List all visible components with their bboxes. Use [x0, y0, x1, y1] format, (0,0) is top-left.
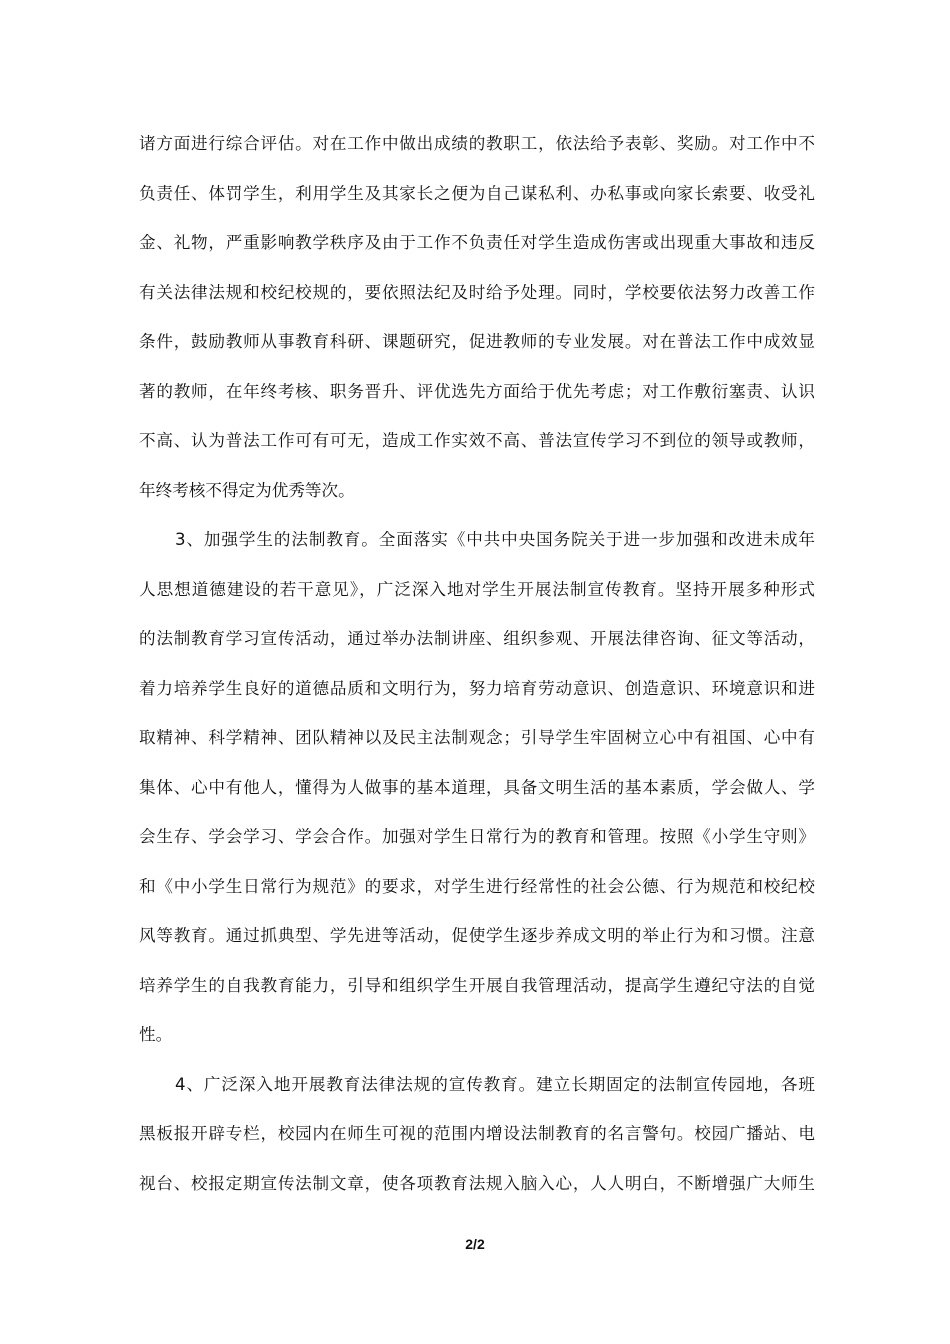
text-line: 负责任、体罚学生，利用学生及其家长之便为自己谋私利、办私事或向家长索要、收受礼 [139, 183, 815, 203]
text-line: 人思想道德建设的若干意见》，广泛深入地对学生开展法制宣传教育。坚持开展多种形式 [139, 579, 815, 599]
text-line: 诸方面进行综合评估。对在工作中做出成绩的教职工，依法给予表彰、奖励。对工作中不 [139, 134, 815, 153]
text-line: 会生存、学会学习、学会合作。加强对学生日常行为的教育和管理。按照《小学生守则》 [139, 827, 815, 846]
document-body [139, 126, 815, 1215]
text-line: 取精神、科学精神、团队精神以及民主法制观念；引导学生牢固树立心中有祖国、心中有 [139, 728, 815, 747]
text-line: 性。 [139, 1025, 173, 1044]
text-line: 风等教育。通过抓典型、学先进等活动，促使学生逐步养成文明的举止行为和习惯。注意 [139, 926, 815, 945]
text-line: 黑板报开辟专栏，校园内在师生可视的范围内增设法制教育的名言警句。校园广播站、电 [139, 1124, 815, 1143]
text-line: 的法制教育学习宣传活动，通过举办法制讲座、组织参观、开展法律咨询、征文等活动， [139, 629, 815, 648]
text-line: 培养学生的自我教育能力，引导和组织学生开展自我管理活动，提高学生遵纪守法的自觉 [139, 975, 815, 995]
text-line: 金、礼物，严重影响教学秩序及由于工作不负责任对学生造成伤害或出现重大事故和违反 [139, 233, 815, 252]
text-line: 集体、心中有他人，懂得为人做事的基本道理，具备文明生活的基本素质，学会做人、学 [139, 777, 815, 797]
text-line: 着力培养学生良好的道德品质和文明行为，努力培育劳动意识、创造意识、环境意识和进 [139, 678, 815, 698]
page-number: 2/2 [465, 1236, 485, 1252]
text-line: 视台、校报定期宣传法制文章，使各项教育法规入脑入心，人人明白，不断增强广大师生 [139, 1173, 815, 1193]
text-line: 有关法律法规和校纪校规的，要依照法纪及时给予处理。同时，学校要依法努力改善工作 [139, 282, 815, 302]
text-line: 年终考核不得定为优秀等次。 [139, 480, 355, 500]
text-line: 不高、认为普法工作可有可无，造成工作实效不高、普法宣传学习不到位的领导或教师， [139, 431, 815, 450]
text-line: 条件，鼓励教师从事教育科研、课题研究，促进教师的专业发展。对在普法工作中成效显 [139, 332, 815, 351]
paragraph-first-line: 3、加强学生的法制教育。全面落实《中共中央国务院关于进一步加强和改进未成年 [175, 530, 815, 549]
text-line: 和《中小学生日常行为规范》的要求，对学生进行经常性的社会公德、行为规范和校纪校 [139, 876, 815, 896]
paragraph-first-line: 4、广泛深入地开展教育法律法规的宣传教育。建立长期固定的法制宣传园地，各班 [175, 1074, 815, 1094]
text-line: 著的教师，在年终考核、职务晋升、评优选先方面给于优先考虑；对工作敷衍塞责、认识 [139, 381, 815, 401]
